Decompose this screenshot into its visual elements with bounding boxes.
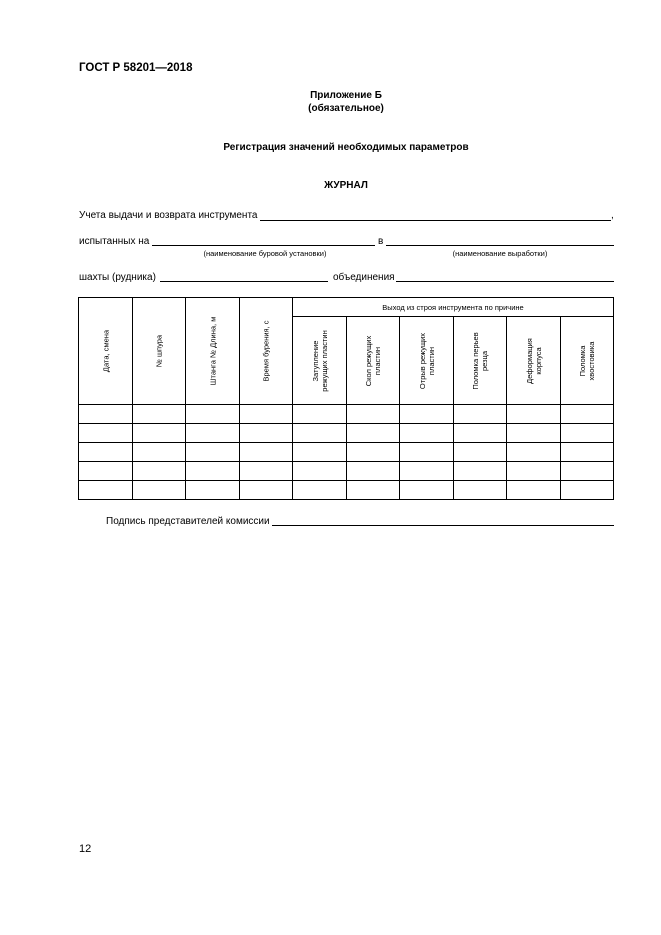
line1-comma: , — [611, 210, 614, 221]
table-row — [79, 443, 614, 462]
mine-field[interactable] — [160, 281, 328, 282]
col-cutter-breakage: Поломка перьев резца — [454, 317, 507, 405]
table-cell[interactable] — [454, 481, 507, 500]
table-cell[interactable] — [79, 424, 133, 443]
table-cell[interactable] — [507, 424, 561, 443]
table-cell[interactable] — [293, 462, 347, 481]
signature-label: Подпись представителей комиссии — [106, 516, 270, 527]
table-cell[interactable] — [454, 405, 507, 424]
journal-title: ЖУРНАЛ — [324, 180, 368, 191]
table-cell[interactable] — [133, 443, 186, 462]
col-blade-detachment: Отрыв режущих пластин — [400, 317, 454, 405]
table-cell[interactable] — [400, 424, 454, 443]
table-cell[interactable] — [347, 424, 400, 443]
table-cell[interactable] — [400, 405, 454, 424]
drilling-rig-caption: (наименование буровой установки) — [203, 249, 327, 258]
table-cell[interactable] — [186, 405, 240, 424]
table-cell[interactable] — [186, 443, 240, 462]
appendix-status: (обязательное) — [308, 103, 384, 114]
table-cell[interactable] — [133, 481, 186, 500]
col-hole-number: № шпура — [133, 298, 186, 405]
table-cell[interactable] — [240, 443, 293, 462]
table-cell[interactable] — [293, 424, 347, 443]
table-row — [79, 424, 614, 443]
table-row — [79, 481, 614, 500]
working-caption: (наименование выработки) — [452, 249, 548, 258]
drilling-rig-field[interactable] — [152, 245, 375, 246]
table-row — [79, 405, 614, 424]
table-cell[interactable] — [240, 405, 293, 424]
working-field[interactable] — [386, 245, 614, 246]
table-cell[interactable] — [240, 462, 293, 481]
mine-label: шахты (рудника) — [79, 272, 156, 283]
table-cell[interactable] — [79, 405, 133, 424]
issue-return-label: Учета выдачи и возврата инструмента — [79, 210, 258, 221]
table-cell[interactable] — [400, 443, 454, 462]
section-title: Регистрация значений необходимых параметров — [223, 142, 469, 153]
table-cell[interactable] — [347, 443, 400, 462]
table-cell[interactable] — [507, 462, 561, 481]
in-label: в — [378, 236, 384, 247]
col-drilling-time: Время бурения, с — [240, 298, 293, 405]
col-shank-breakage: Поломка хвостовика — [561, 317, 614, 405]
table-cell[interactable] — [561, 462, 614, 481]
table-cell[interactable] — [347, 405, 400, 424]
table-cell[interactable] — [347, 481, 400, 500]
table-cell[interactable] — [454, 424, 507, 443]
table-cell[interactable] — [133, 424, 186, 443]
table-cell[interactable] — [454, 443, 507, 462]
table-cell[interactable] — [186, 481, 240, 500]
document-header: ГОСТ Р 58201—2018 — [79, 62, 193, 74]
table-cell[interactable] — [186, 424, 240, 443]
table-cell[interactable] — [79, 481, 133, 500]
table-cell[interactable] — [454, 462, 507, 481]
col-body-deformation: Деформация корпуса — [507, 317, 561, 405]
table-cell[interactable] — [561, 481, 614, 500]
table-cell[interactable] — [240, 424, 293, 443]
table-cell[interactable] — [507, 481, 561, 500]
table-cell[interactable] — [561, 443, 614, 462]
table-cell[interactable] — [293, 443, 347, 462]
table-cell[interactable] — [186, 462, 240, 481]
table-cell[interactable] — [400, 462, 454, 481]
page-number: 12 — [79, 843, 92, 855]
table-cell[interactable] — [133, 405, 186, 424]
issue-return-field[interactable] — [260, 220, 611, 221]
table-cell[interactable] — [240, 481, 293, 500]
col-blade-chipping: Скол режущих пластин — [347, 317, 400, 405]
signature-field[interactable] — [272, 525, 614, 526]
table-cell[interactable] — [347, 462, 400, 481]
table-cell[interactable] — [507, 405, 561, 424]
appendix-title: Приложение Б — [310, 90, 382, 101]
table-cell[interactable] — [400, 481, 454, 500]
table-cell[interactable] — [293, 481, 347, 500]
association-field[interactable] — [396, 281, 614, 282]
association-label: объединения — [333, 272, 395, 283]
table-cell[interactable] — [133, 462, 186, 481]
tested-on-label: испытанных на — [79, 236, 150, 247]
registration-table — [78, 297, 614, 500]
table-cell[interactable] — [507, 443, 561, 462]
table-cell[interactable] — [79, 462, 133, 481]
table-cell[interactable] — [79, 443, 133, 462]
col-blade-dulling: Затупление режущих пластин — [293, 317, 347, 405]
table-cell[interactable] — [293, 405, 347, 424]
table-row — [79, 462, 614, 481]
table-cell[interactable] — [561, 405, 614, 424]
table-cell[interactable] — [561, 424, 614, 443]
col-date-shift: Дата, смена — [79, 298, 133, 405]
failure-reason-header: Выход из строя инструмента по причине — [293, 298, 614, 317]
col-rod-length: Штанга № Длина, м — [186, 298, 240, 405]
